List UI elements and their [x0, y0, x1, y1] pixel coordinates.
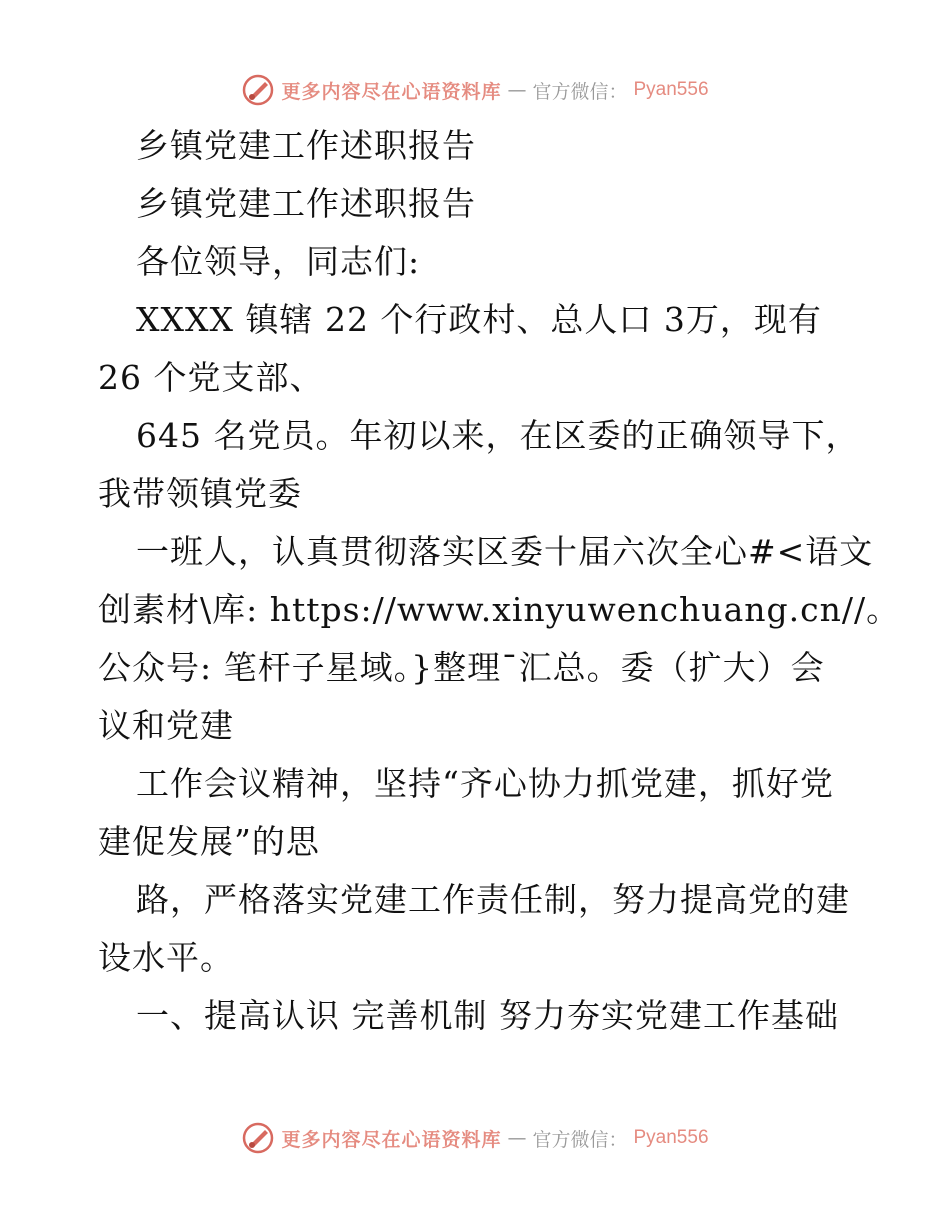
watermark-dash: —: [507, 79, 527, 101]
watermark-wechat-id: Pyan556: [633, 79, 709, 100]
quill-pen-logo-icon: [241, 73, 275, 107]
document-line: 议和党建: [98, 706, 234, 745]
document-line: 各位领导，同志们:: [136, 242, 421, 281]
watermark-dash: —: [507, 1127, 527, 1149]
watermark-header: [0, 70, 950, 110]
document-line: XXXX 镇辖 22 个行政村、总人口 3万，现有: [136, 300, 822, 339]
document-body: [98, 117, 901, 1045]
watermark-official-label: 官方微信：: [532, 80, 628, 103]
document-line: 设水平。: [98, 938, 234, 977]
document-line: 乡镇党建工作述职报告: [136, 126, 476, 165]
document-line: 一、提高认识 完善机制 努力夯实党建工作基础: [136, 996, 839, 1035]
document-line: 路，严格落实党建工作责任制，努力提高党的建: [136, 880, 850, 919]
document-line: 一班人，认真贯彻落实区委十届六次全心#<语文: [136, 532, 874, 571]
watermark-text: 更多内容尽在心语资料库: [281, 1128, 502, 1151]
document-line: 645 名党员。年初以来，在区委的正确领导下，: [136, 416, 860, 455]
document-line: 公众号: 笔杆子星域。}整理¯汇总。委（扩大）会: [98, 648, 825, 687]
watermark-text: 更多内容尽在心语资料库: [281, 80, 502, 103]
document-line: 乡镇党建工作述职报告: [136, 184, 476, 223]
watermark-official-label: 官方微信：: [532, 1128, 628, 1151]
document-line: 建促发展”的思: [98, 822, 320, 861]
document-line: 我带领镇党委: [98, 474, 302, 513]
document-line: 26 个党支部、: [98, 358, 324, 397]
document-line: 创素材\库: https://www.xinyuwenchuang.cn//。: [98, 590, 901, 629]
watermark-footer: [0, 1118, 950, 1158]
quill-pen-logo-icon: [241, 1121, 275, 1155]
watermark-wechat-id: Pyan556: [633, 1127, 709, 1148]
document-line: 工作会议精神，坚持“齐心协力抓党建，抓好党: [136, 764, 834, 803]
